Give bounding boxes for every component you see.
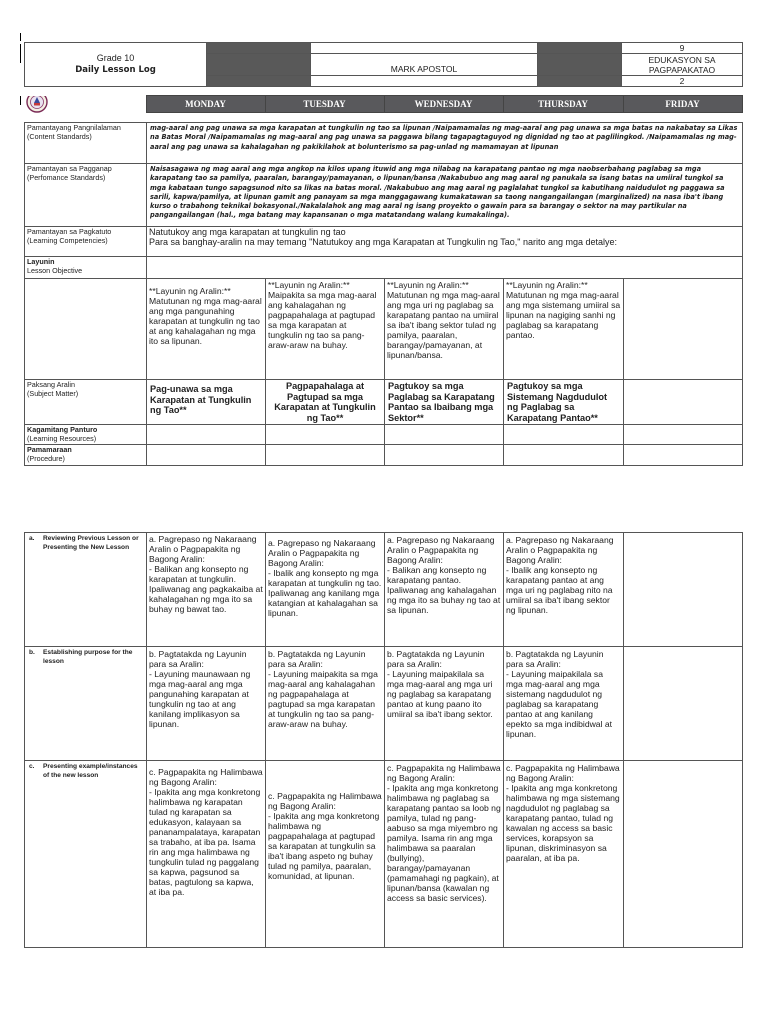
blank-cell [266,445,385,466]
objective-monday: **Layunin ng Aralin:** Matutunan ng mga mag-aaral ang mga pangunahing karapatan at tungkulin ng tao at ang kahalagahan ng mga ito sa lipunan. [147,279,266,380]
shaded-cell [538,54,622,76]
day-header-wednesday: WEDNESDAY [384,96,503,113]
step-cell-tuesday: a. Pagrepaso ng Nakaraang Aralin o Pagpapakita ng Bagong Aralin: - Ibalik ang konsepto ng mga karapatan at tungkulin ng tao. Ipaliwanag ang kanilang mga katangian at kahalagahan sa lipunan. [266,533,385,647]
subject-tuesday: Pagpapahalaga at Pagtupad sa mga Karapatan at Tungkulin ng Tao** [266,380,385,425]
step-label [25,647,147,761]
row-label [25,257,147,279]
content-standards-row [25,123,743,164]
step-cell-thursday: b. Pagtatakda ng Layunin para sa Aralin: - Layuning maipakilala sa mga mag-aaral ang mga sistemang nagdudulot ng paglabag sa karapatang pantao at ang kanilang epekto sa mga indibidwal at lipunan. [504,647,624,761]
log-title: Daily Lesson Log [75,65,156,75]
blank-cell [311,43,538,54]
lesson-table [24,122,743,466]
blank-cell [25,279,147,380]
step-cell-wednesday: a. Pagrepaso ng Nakaraang Aralin o Pagpapakita ng Bagong Aralin: - Balikan ang konsepto ng karapatang pantao. Ipaliwanag ang kahalagahan ng mga ito sa buhay ng tao at sa lipunan. [385,533,504,647]
step-cell-monday: b. Pagtatakda ng Layunin para sa Aralin: - Layuning maunawaan ng mga mag-aaral ang mga pangunahing karapatan at tungkulin ng tao at ang kanilang implikasyon sa lipunan. [147,647,266,761]
step-cell-friday [624,761,743,948]
row-label-title: Kagamitang Panturo [27,425,98,434]
day-header-thursday: THURSDAY [503,96,623,113]
step-label [25,761,147,948]
day-header-friday: FRIDAY [623,96,742,113]
step-cell-wednesday: c. Pagpapakita ng Halimbawa ng Bagong Aralin: - Ipakita ang mga konkretong halimbawa ng paglabag sa karapatang pantao sa loob ng pamilya, tulad ng pang-aabuso sa mga miyembro ng pamilya. Isama rin ang mga halimbawa sa paaralan (bullying), barangay/pamayanan (pamamahagi ng pagkain), at lipunan/bansa (kawalan ng access sa basic services). [385,761,504,948]
blank-cell [147,425,266,445]
blank-cell [147,445,266,466]
blank-cell [624,445,743,466]
step-label [25,533,147,647]
step-number: a. [29,535,35,542]
step-number: c. [29,763,35,770]
subject-thursday: Pagtukoy sa mga Sistemang Nagdudulot ng Paglabag sa Karapatang Pantao** [504,380,624,425]
blank-cell [147,257,743,279]
row-label [25,164,147,227]
grade-cell [25,43,207,87]
shaded-cell [207,76,311,87]
row-label [25,227,147,257]
row-label [25,425,147,445]
step-cell-tuesday: c. Pagpapakita ng Halimbawa ng Bagong Aralin: - Ipakita ang mga konkretong halimbawa ng pagpapahalaga at pagtupad sa karapatan at tungkulin sa iba't ibang aspeto ng buhay tulad ng pamilya, paaralan, komunidad, at lipunan. [266,761,385,948]
step-number: b. [29,649,35,656]
header-table [24,42,743,87]
blank-cell [385,445,504,466]
performance-standards-row [25,164,743,227]
performance-standards-text: Naisasagawa ng mag aaral ang mga angkop na kilos upang ituwid ang mga nilabag na karapatang pantao ng mga naobserbahang paglabag sa mga karapatang tao sa pamilya, paaralan, barangay/pamayanan, o lipunan/bansa /Nakabubuo ang mag aaral ng panukala sa isang batas na umiiral tungkol sa mga kabataan tungo sapagsunod nito sa likas na batas moral. /Nakabubuo ang mag aaral ng paglalahat tungkol sa kabutihang naidudulot ng paggawa sa sarili, kapwa/pamilya, at lipunan gamit ang panayam sa mga manggagawang kumakatawan sa taong nangangailangan (marginalized) na nasa iba't ibang kurso o trabahong teknikal bokasyonal./Nakalalahok ang mag aaral ng isang proyekto o gawain para sa barangay o sektor na may partikular na pangangailangan (hal., mga batang may kapansanan o mga matatandang walang kumakalinga). [147,164,743,227]
row-label [25,123,147,164]
subject-matter-row [25,380,743,425]
row-label-sub: (Content Standards) [27,131,92,141]
row-label-sub: (Learning Competencies) [27,235,108,245]
shaded-cell [207,43,311,54]
row-label-title: Pamantayan sa Pagganap [27,164,112,173]
step-row [25,761,743,948]
row-label-sub: (Procedure) [27,453,65,463]
margin-mark [20,33,21,41]
row-label-title: Pamamaraan [27,445,72,455]
subject-wednesday: Pagtukoy sa mga Paglabag sa Karapatang Pantao sa Ibaibang mga Sektor** [385,380,504,425]
objective-wednesday: **Layunin ng Aralin:** Matutunan ng mga mag-aaral ang mga uri ng paglabag sa karapatang pantao na umiiral sa iba't ibang sektor tulad ng pamilya, paaralan, barangay/pamayanan, at lipunan/bansa. [385,279,504,380]
margin-mark [20,96,21,105]
shaded-cell [207,54,311,76]
objective-friday [624,279,743,380]
shaded-cell [538,43,622,54]
step-row [25,647,743,761]
row-label [25,445,147,466]
deped-logo [24,96,146,113]
competencies-row [25,227,743,257]
grade-label: Grade 10 [96,53,135,63]
row-label-title: Pamantayang Pangnilalaman [27,123,121,132]
competency-line: Para sa banghay-aralin na may temang "Natutukoy ang mga Karapatan at Tungkulin ng Tao," narito ang mga detalye: [149,237,618,247]
objective-tuesday: **Layunin ng Aralin:** Maipakita sa mga mag-aaral ang kahalagahan ng pagpapahalaga at pagtupad sa mga karapatan at tungkulin ng tao sa pang-araw-araw na buhay. [266,279,385,380]
grade-num: 9 [622,43,743,54]
objective-row [25,279,743,380]
row-label-sub: Lesson Objective [27,265,83,275]
step-cell-wednesday: b. Pagtatakda ng Layunin para sa Aralin: - Layuning maipakilala sa mga mag-aaral ang mga uri ng paglabag sa karapatang pantao at kung paano ito umiiral sa iba't ibang sektor. [385,647,504,761]
row-label-title: Pamantayan sa Pagkatuto [27,227,112,236]
competency-line: Natutukoy ang mga karapatan at tungkulin ng tao [149,227,346,237]
blank-cell [624,425,743,445]
step-row [25,533,743,647]
procedure-table [24,532,743,948]
row-label-sub: (Perfomance Standards) [27,172,106,182]
blank-cell [504,445,624,466]
subject-name: EDUKASYON SA PAGPAPAKATAO [622,54,743,76]
shaded-cell [538,76,622,87]
step-cell-friday [624,533,743,647]
row-label-sub: (Learning Resources) [27,433,97,443]
step-cell-thursday: c. Pagpapakita ng Halimbawa ng Bagong Aralin: - Ipakita ang mga konkretong halimbawa ng mga sistemang nagdudulot ng paglabag sa karapatang pantao, tulad ng kawalan ng access sa basic services, korapsyon sa lipunan, diskriminasyon sa paaralan, at iba pa. [504,761,624,948]
row-label-sub: (Subject Matter) [27,388,79,398]
step-title: Presenting example/instances of the new lesson [43,763,138,779]
quarter: 2 [622,76,743,87]
subject-friday [624,380,743,425]
step-cell-tuesday: b. Pagtatakda ng Layunin para sa Aralin: - Layuning maipakita sa mga mag-aaral ang kahalagahan ng pagpapahalaga at pagtupad sa mga karapatan at tungkulin ng tao sa pang-araw-araw na buhay. [266,647,385,761]
step-title: Establishing purpose for the lesson [43,649,133,665]
day-header-monday: MONDAY [146,96,265,113]
step-title: Reviewing Previous Lesson or Presenting the New Lesson [43,535,139,551]
objective-label-row [25,257,743,279]
subject-monday: Pag-unawa sa mga Karapatan at Tungkulin ng Tao** [147,380,266,425]
step-cell-thursday: a. Pagrepaso ng Nakaraang Aralin o Pagpapakita ng Bagong Aralin: - Ibalik ang konsepto ng karapatang pantao at ang mga uri ng paglabag nito na umiiral sa iba't ibang sektor ng lipunan. [504,533,624,647]
row-label-title: Layunin [27,257,55,266]
blank-cell [266,425,385,445]
day-header-tuesday: TUESDAY [265,96,384,113]
teacher-name: MARK APOSTOL [311,54,538,76]
blank-cell [504,425,624,445]
margin-mark [20,44,21,63]
step-cell-monday: c. Pagpapakita ng Halimbawa ng Bagong Aralin: - Ipakita ang mga konkretong halimbawa ng karapatan tulad ng karapatan sa edukasyon, kalayaan sa pananampalataya, karapatan sa trabaho, at iba pa. Isama rin ang mga halimbawa ng tungkulin tulad ng paggalang sa kapwa, pagsunod sa batas, pagtulong sa kapwa, at iba pa. [147,761,266,948]
blank-cell [311,76,538,87]
row-label-title: Paksang Aralin [27,380,75,389]
days-bar [24,95,743,113]
blank-cell [385,425,504,445]
row-label [25,380,147,425]
step-cell-friday [624,647,743,761]
resources-row [25,425,743,445]
objective-thursday: **Layunin ng Aralin:** Matutunan ng mga mag-aaral ang mga sistemang umiiral sa lipunan na nagiging sanhi ng paglabag sa karapatang pantao. [504,279,624,380]
step-cell-monday: a. Pagrepaso ng Nakaraang Aralin o Pagpapakita ng Bagong Aralin: - Balikan ang konsepto ng karapatan at tungkulin. Ipaliwanag ang pagkakaiba at kahalagahan ng mga ito sa buhay ng bawat tao. [147,533,266,647]
competencies-text [147,227,743,257]
procedure-row [25,445,743,466]
content-standards-text: mag-aaral ang pag unawa sa mga karapatan at tungkulin ng tao sa lipunan /Naipamamalas ng mag-aaral ang pag unawa sa mga batas na nakabatay sa Likas na Batas Moral /Naipamamalas ng mag-aaral ang pag unawa sa paggawa bilang tagapagtaguyod ng dignidad ng tao at paglilingkod. /Naipamamalas ng mag-aaral ang pag unawa sa kahalagahan ng pakikilahok at bolunterismo sa pag-unlad ng mamamayan at lipunan [147,123,743,164]
